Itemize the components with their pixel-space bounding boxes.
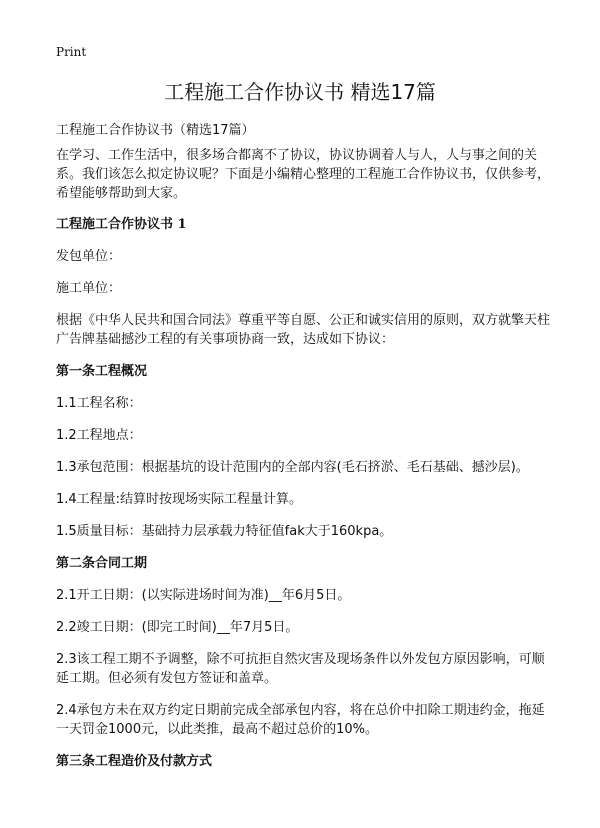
article-2-heading: 第二条合同工期 [56, 556, 148, 571]
party-b-line: 施工单位： [56, 281, 122, 296]
party-a-line: 发包单位： [56, 249, 122, 264]
document-subtitle: 工程施工合作协议书（精选17篇） [56, 123, 255, 138]
document-title: 工程施工合作协议书 精选17篇 [164, 80, 436, 104]
article-3-heading: 第三条工程造价及付款方式 [56, 754, 213, 769]
clause-2-1: 2.1开工日期：(以实际进场时间为准)__年6月5日。 [56, 588, 351, 603]
clause-1-5: 1.5质量目标：基础持力层承载力特征值fak大于160kpa。 [56, 524, 393, 539]
clause-2-4: 2.4承包方未在双方约定日期前完成全部承包内容，将在总价中扣除工期违约金，拖延一天罚金1000元，以此类推，最高不超过总价的10%。 [56, 703, 545, 737]
article-1-heading: 第一条工程概况 [56, 364, 148, 379]
clause-2-2: 2.2竣工日期：(即完工时间)__年7月5日。 [56, 620, 299, 635]
clause-1-1: 1.1工程名称： [56, 396, 142, 411]
clause-1-4: 1.4工程量:结算时按现场实际工程量计算。 [56, 492, 303, 507]
section-heading-1: 工程施工合作协议书 1 [56, 217, 187, 232]
document-body [56, 121, 556, 784]
clause-1-2: 1.2工程地点： [56, 428, 142, 443]
basis-paragraph: 根据《中华人民共和国合同法》尊重平等自愿、公正和诚实信用的原则，双方就擎天柱广告牌基础撼沙工程的有关事项协商一致，达成如下协议： [56, 313, 551, 347]
print-label: Print [56, 45, 87, 59]
intro-paragraph: 在学习、工作生活中，很多场合都离不了协议，协议协调着人与人，人与事之间的关系。我们该怎么拟定协议呢？下面是小编精心整理的工程施工合作协议书，仅供参考，希望能够帮助到大家。 [56, 148, 551, 201]
clause-2-3: 2.3该工程工期不予调整，除不可抗拒自然灾害及现场条件以外发包方原因影响，可顺延工期。但必须有发包方签证和盖章。 [56, 652, 545, 686]
clause-1-3: 1.3承包范围：根据基坑的设计范围内的全部内容(毛石挤淤、毛石基础、撼沙层)。 [56, 460, 529, 475]
